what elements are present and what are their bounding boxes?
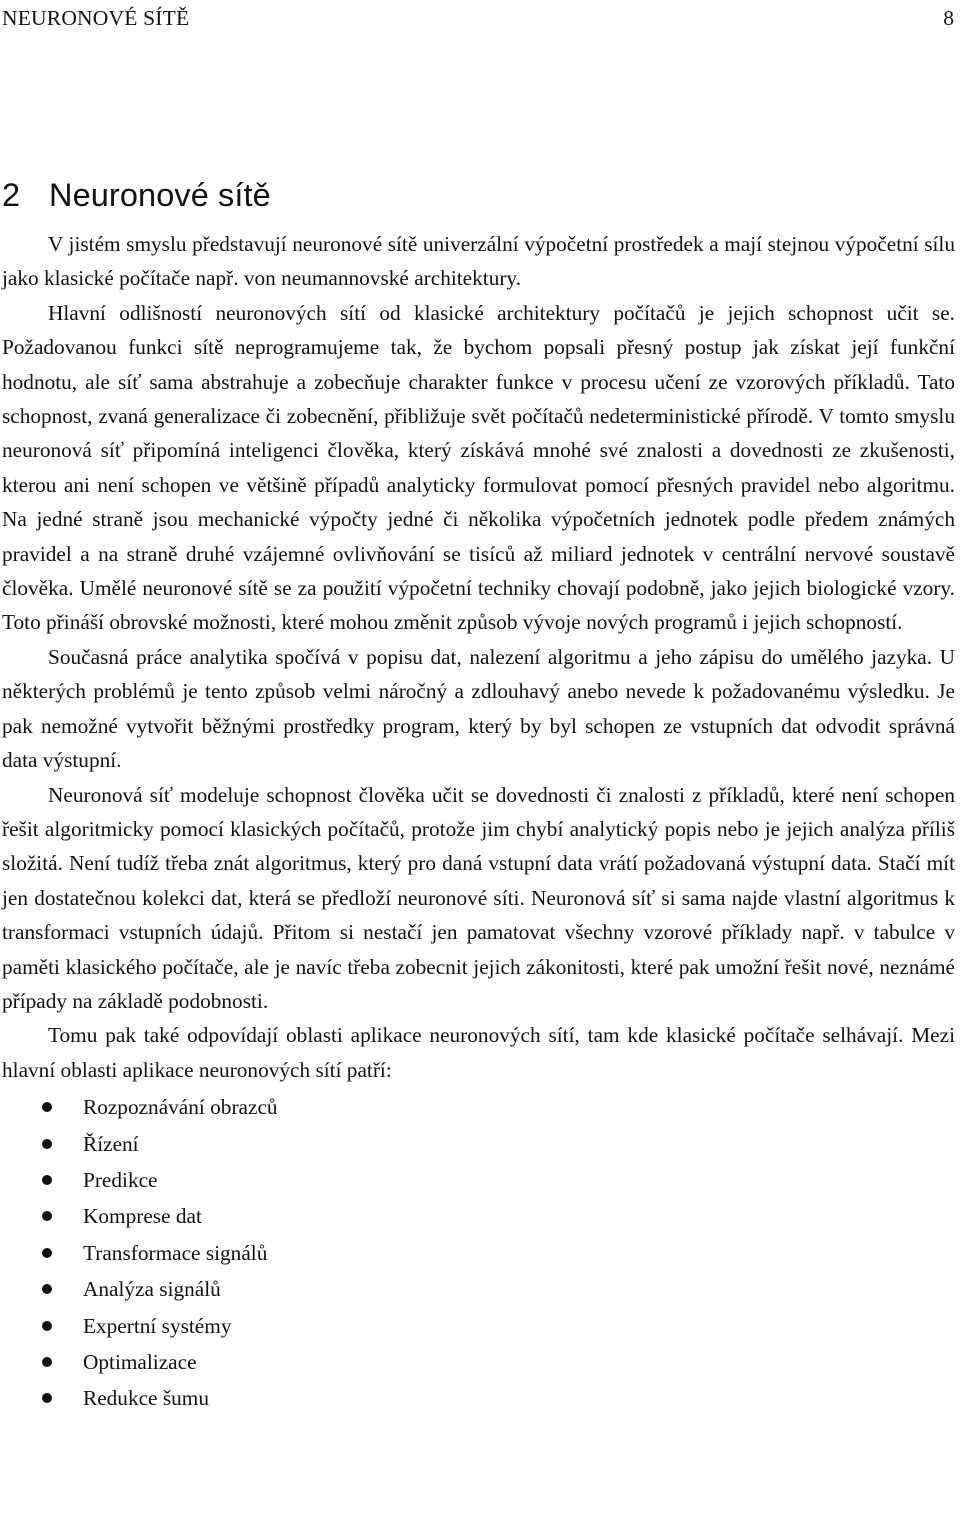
list-item-label: Expertní systémy xyxy=(83,1313,232,1338)
paragraph-analyst: Současná práce analytika spočívá v popisu dat, nalezení algoritmu a jeho zápisu do umělého jazyka. U některých problémů je tento způsob velmi náročný a zdlouhavý anebo nevede k požadovanému výsledku. Je pak nemožné vytvořit běžnými prostředky program, který by byl schopen ze vstupních dat odvodit správná data výstupní. xyxy=(2,644,955,773)
bullet-icon xyxy=(42,1211,52,1221)
paragraph-applications-intro: Tomu pak také odpovídají oblasti aplikace neuronových sítí, tam kde klasické počítače selhávají. Mezi hlavní oblasti aplikace neuronových sítí patří: xyxy=(2,1023,955,1082)
paragraph-modeling: Neuronová síť modeluje schopnost člověka učit se dovednosti či znalosti z příkladů, které není schopen řešit algoritmicky pomocí klasických počítačů, protože jim chybí analytický popis nebo je jejich analýza příliš složitá. Není tudíž třeba znát algoritmus, který pro daná vstupní data vrátí požadovaná výstupní data. Stačí mít jen dostatečnou kolekci dat, která se předloží neuronové síti. Neuronová síť si sama najde vlastní algoritmus k transformaci vstupních údajů. Přitom si nestačí jen pamatovat všechny vzorové příklady např. v tabulce v paměti klasického počítače, ale je navíc třeba zobecnit jejich zákonitosti, které pak umožní řešit nové, neznámé případy na základě podobnosti. xyxy=(2,782,955,1013)
list-item xyxy=(2,1308,955,1344)
chapter-title: Neuronové sítě xyxy=(49,177,271,213)
bullet-icon xyxy=(42,1102,52,1112)
chapter-number: 2 xyxy=(2,177,21,213)
list-item xyxy=(2,1162,955,1198)
header-title: NEURONOVÉ SÍTĚ xyxy=(2,6,190,30)
list-item-label: Řízení xyxy=(83,1131,139,1156)
paragraph-intro: V jistém smyslu představují neuronové sítě univerzální výpočetní prostředek a mají stejnou výpočetní sílu jako klasické počítače např. von neumannovské architektury. xyxy=(2,232,955,291)
list-item xyxy=(2,1235,955,1271)
bullet-icon xyxy=(42,1139,52,1149)
bullet-icon xyxy=(42,1321,52,1331)
list-item-label: Komprese dat xyxy=(83,1204,202,1229)
body-text xyxy=(2,227,955,1415)
chapter-heading xyxy=(2,170,271,220)
paragraph-learning: Hlavní odlišností neuronových sítí od klasické architektury počítačů je jejich schopnost učit se. Požadovanou funkci sítě neprogramujeme tak, že bychom popsali přesný postup jak získat její funkční hodnotu, ale síť sama abstrahuje a zobecňuje charakter funkce v procesu učení ze vzorových příkladů. Tato schopnost, zvaná generalizace či zobecnění, přibližuje svět počítačů nedeterministické přírodě. V tomto smyslu neuronová síť připomíná inteligenci člověka, který získává mnohé své znalosti a dovednosti ze zkušenosti, kterou ani není schopen ve většině případů analyticky formulovat pomocí přesných pravidel nebo algoritmu. Na jedné straně jsou mechanické výpočty jedné či několika výpočetních jednotek podle předem známých pravidel a na straně druhé vzájemné ovlivňování se tisíců až miliard jednotek v centrální nervové soustavě člověka. Umělé neuronové sítě se za použití výpočetní techniky chovají podobně, jako jejich biologické vzory. Toto přináší obrovské možnosti, které mohou změnit způsob vývoje nových programů i jejich schopností. xyxy=(2,300,955,635)
list-item-label: Optimalizace xyxy=(83,1349,197,1374)
bullet-icon xyxy=(42,1248,52,1258)
list-item xyxy=(2,1126,955,1162)
bullet-icon xyxy=(42,1357,52,1367)
list-item xyxy=(2,1089,955,1125)
running-header xyxy=(2,3,954,33)
list-item-label: Predikce xyxy=(83,1167,158,1192)
list-item-label: Redukce šumu xyxy=(83,1386,209,1411)
bullet-icon xyxy=(42,1284,52,1294)
list-item xyxy=(2,1198,955,1234)
list-item-label: Rozpoznávání obrazců xyxy=(83,1095,278,1120)
applications-list xyxy=(2,1089,955,1417)
bullet-icon xyxy=(42,1393,52,1403)
list-item-label: Transformace signálů xyxy=(83,1240,268,1265)
bullet-icon xyxy=(42,1175,52,1185)
list-item xyxy=(2,1344,955,1380)
list-item xyxy=(2,1380,955,1416)
list-item-label: Analýza signálů xyxy=(83,1277,221,1302)
list-item xyxy=(2,1271,955,1307)
page-number: 8 xyxy=(943,6,954,30)
